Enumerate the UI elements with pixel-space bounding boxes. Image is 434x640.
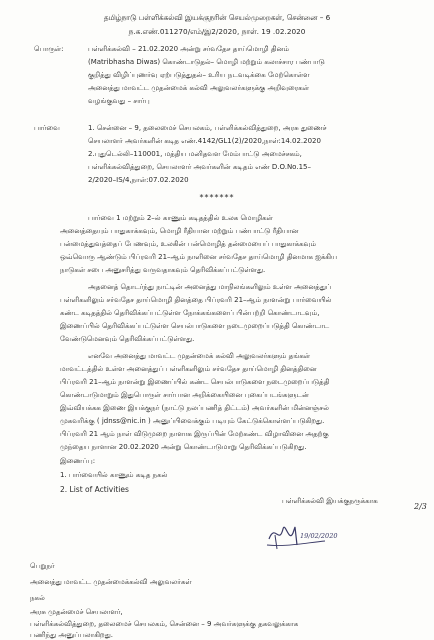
paragraph-line: பிப்ரவரி 21 ஆம் நாள் விடுமுறை நாளாக இருப்பின் மேற்கண்ட விழாவினை அதற்கு [60, 430, 329, 438]
subject-line: (Matribhasha Diwas) கொண்டாடுதல்– மொழி மற்றும் கலாச்சார பண்பாடு [88, 58, 325, 66]
paragraph-line: முகவரிக்கு ( jdnss@nic.in ) அனுப்பிவைக்கும் படியும் கேட்டுக்கொள்ளப்படுகிறது. [60, 417, 325, 425]
paragraph-line: பிப்ரவரி 21–ஆம் நாளன்று இணைப்பில் கண்ட செயல்பாடுகளை நடைமுறைப்படுத்தி [60, 378, 330, 386]
separator: ******* [199, 193, 235, 202]
paragraph-line: முந்தைய நாளான 20.02.2020 அன்று கொண்டாடுமாறு தெரிவிக்கப்படுகிறது. [60, 443, 307, 451]
enclosure-item: 2. List of Activities [60, 485, 129, 494]
subject-line: குறித்து விழிப்புணர்வு ஏற்படுத்துதல்– உரிய நடவடிக்கை மேற்கொள்ள [88, 71, 310, 79]
to-label: பெறுநர் [30, 562, 55, 570]
enclosure-item: 1. பார்வையில் காணும் கடித நகல் [60, 471, 168, 479]
copy-label: நகல் [30, 594, 45, 602]
copy-line: அரசு முதன்மைச் செயலாளர், [30, 608, 123, 616]
paragraph-line: நாடுகள் சபை அனுசரித்து வருவதாகவும் தெரிவிக்கப்பட்டுள்ளது. [60, 266, 266, 274]
copy-line: பணிந்து அனுப்பலாகிறது. [30, 631, 113, 639]
paragraph-line: ஒவ்வொரு ஆண்டும் பிப்ரவரி 21–ஆம் நாளினை சர்வதேச தாய்மொழி தினமாக ஐக்கிய [60, 253, 338, 261]
paragraph-line: பன்மைத்துவத்தைப் பேணவும், உலகின் பன்மொழித் தன்மையைப் பாதுகாக்கவும் [60, 240, 316, 248]
paragraph-line: மாவட்டத்தில் உள்ள அனைத்துப் பள்ளிகளிலும் சர்வதேச தாய்மொழி தினத்தினை [60, 365, 317, 373]
reference-number: ந.க.எண்.011270/எம்/இ2/2020, நாள். 19 .02.2020 [128, 27, 306, 36]
page-marker: 2/3 [414, 502, 427, 511]
reference-line: 1. சென்னை – 9, தலைமைச் செயலகம், பள்ளிக்கல்வித்துறை, அரசு துணைச் [88, 124, 327, 132]
signature-date: 19/02/2020 [300, 532, 338, 540]
office-header: தமிழ்நாடு பள்ளிக்கல்வி இயக்குநரின் செயல்முறைகள், சென்னை – 6 [103, 13, 331, 22]
reference-line: செயலாளர் அவர்களின் கடித எண்.4142/GL1(2)/2020,நாள்:14.02.2020 [88, 137, 321, 145]
subject-line: பள்ளிக்கல்வி – 21.02.2020 அன்று சர்வதேச தாய்மொழி தினம் [88, 45, 289, 53]
paragraph-line: வேண்டுமெனவும் தெரிவிக்கப்பட்டுள்ளது. [60, 335, 195, 343]
copy-line: பள்ளிக்கல்வித்துறை, தலைமைச் செயலகம், சென்னை – 9 அவர்களுக்கு தகவலுக்காக [30, 620, 299, 628]
paragraph-line: பள்ளிகளிலும் சர்வதேச தாய்மொழி தினத்தை பிப்ரவரி 21–ஆம் நாளன்று பார்வையில் [60, 296, 332, 304]
subject-line: அனைத்து மாவட்ட முதன்மைக் கல்வி அலுவலர்களுக்கு அறிவுரைகள் [88, 84, 310, 92]
paragraph-line: கொண்டாடுமாறும் இதுபொருள் சார்பான அறிக்கையினை புகைப்படங்களுடன் [60, 391, 309, 399]
paragraph-line: அனைத்தையும் பாதுகாக்கவும், மொழி ரீதியான மற்றும் பண்பாட்டு ரீதியான [60, 227, 299, 235]
subject-label: பொருள்: [34, 45, 64, 53]
signatory-designation: பள்ளிக்கல்வி இயக்குநருக்காக [282, 497, 378, 505]
paragraph-line: அதனைத் தொடர்ந்து நாட்டின் அனைத்து மாநிலங்களிலும் உள்ள அனைத்துப் [88, 283, 332, 291]
paragraph-line: இணைப்பில் தெரிவிக்கப்பட்டுள்ள செயல்பாடுகளை நடைமுறைப்படுத்தி கொண்டாட [60, 322, 330, 330]
to-recipient: அனைத்து மாவட்ட முதன்மைக்கல்வி அலுவலர்கள் [30, 578, 192, 586]
subject-line: வழங்குவது – சார்பு [88, 97, 150, 105]
reference-label: பார்வை [34, 124, 60, 132]
paragraph-line: எனவே அனைத்து மாவட்ட முதன்மைக் கல்வி அலுவலர்களும் தங்கள் [88, 352, 311, 360]
paragraph-line: கண்ட கடிதத்தில் தெரிவிக்கப்பட்டுள்ள நோக்கங்களைப் பின்பற்றி கொண்டாடவும், [60, 309, 320, 317]
reference-line: 2.புதுடெல்லி–110001, மத்திய மனிதவள மேம்பாட்டு அமைச்சகம், [88, 150, 302, 158]
paragraph-line: இவ்வியக்கக இணை இயக்குநர் (நாட்டு நலப்பணித் திட்டம்) அவர்களின் மின்னஞ்சல் [60, 404, 329, 412]
enclosure-label: இணைப்பு: [60, 457, 96, 465]
reference-line: 2/2020–IS/4,நாள்:07.02.2020 [88, 176, 189, 184]
reference-line: பள்ளிக்கல்வித்துறை, செயலாளர் அவர்களின் கடிதம் எண் D.O.No.15– [88, 163, 311, 171]
paragraph-line: பார்வை 1 மற்றும் 2–ல் காணும் கடிதத்தில் உலக மொழிகள் [88, 214, 273, 222]
